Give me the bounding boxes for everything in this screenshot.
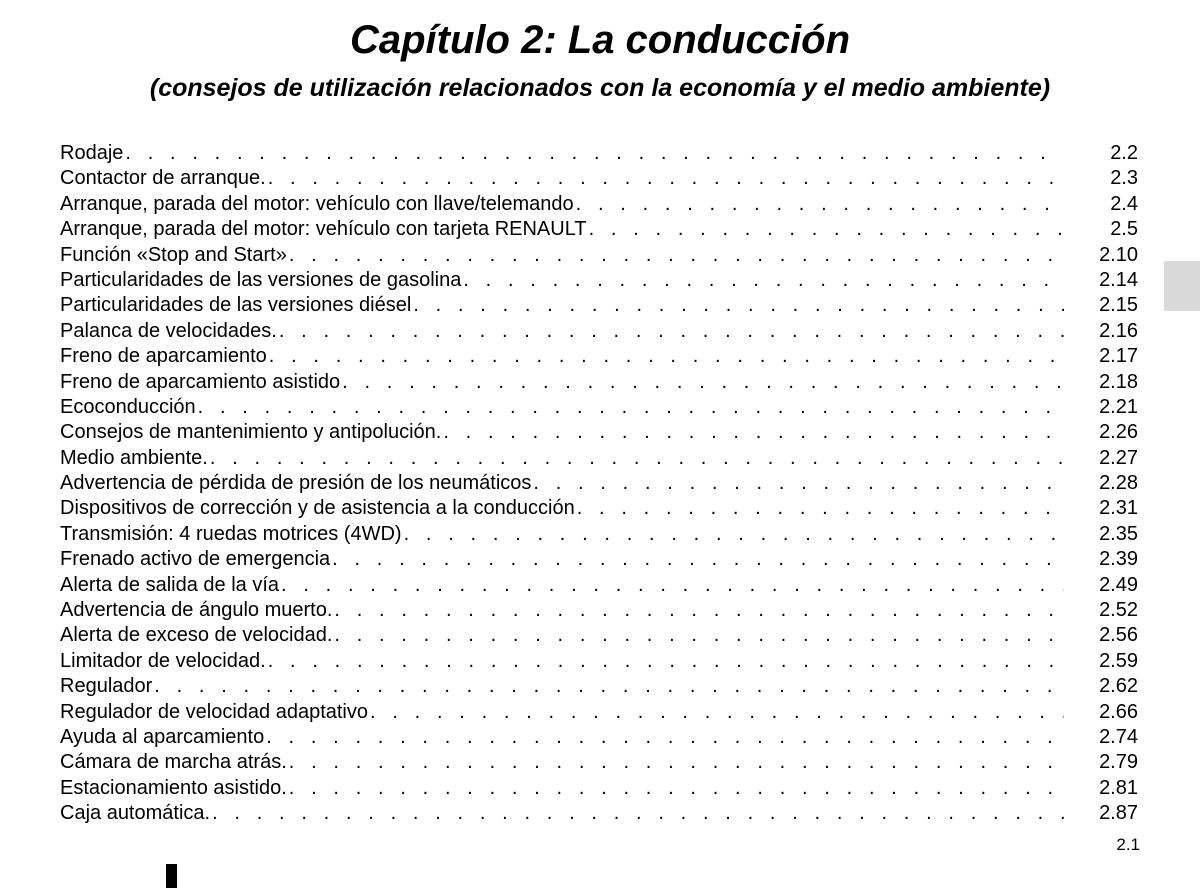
toc-entry-page: 2.15 — [1099, 294, 1138, 317]
toc-entry-page: 2.31 — [1099, 497, 1138, 520]
dot-leader — [210, 446, 1064, 471]
toc-entry-label: Advertencia de pérdida de presión de los neumáticos — [60, 472, 532, 495]
toc-entry-page: 2.62 — [1099, 675, 1138, 698]
toc-entry[interactable] — [60, 420, 1138, 445]
toc-entry[interactable] — [60, 649, 1138, 674]
toc-entry-label: Limitador de velocidad. — [60, 649, 266, 672]
toc-entry-page: 2.18 — [1099, 370, 1138, 393]
chapter-title: Capítulo 2: La conducción — [349, 18, 851, 62]
dot-leader — [154, 674, 1064, 699]
toc-entry-page: 2.27 — [1099, 446, 1138, 469]
toc-entry-page: 2.10 — [1099, 243, 1138, 266]
toc-entry-label: Rodaje — [60, 142, 124, 164]
chapter-thumb-tab — [1164, 261, 1200, 311]
chapter-subtitle: (consejos de utilización relacionados con la economía y el medio ambiente) — [149, 74, 1051, 102]
toc-entry[interactable] — [60, 166, 1138, 191]
toc-entry[interactable] — [60, 446, 1138, 471]
dot-leader — [289, 243, 1064, 268]
toc-entry-page: 2.87 — [1099, 802, 1138, 825]
toc-entry-page: 2.16 — [1099, 319, 1138, 342]
toc-entry-label: Arranque, parada del motor: vehículo con llave/telemando — [60, 192, 574, 215]
toc-entry-page: 2.14 — [1099, 268, 1138, 291]
toc-entry-page: 2.74 — [1099, 725, 1138, 748]
toc-entry-label: Caja automática. — [60, 802, 211, 825]
dot-leader — [334, 598, 1064, 623]
dot-leader — [370, 700, 1064, 725]
dot-leader — [334, 623, 1064, 648]
toc-entry[interactable] — [60, 700, 1138, 725]
toc-entry[interactable] — [60, 522, 1138, 547]
table-of-contents — [60, 141, 1138, 827]
toc-entry[interactable] — [60, 496, 1138, 521]
dot-leader — [269, 344, 1064, 369]
toc-entry[interactable] — [60, 217, 1138, 242]
dot-leader — [533, 471, 1064, 496]
toc-entry-label: Ayuda al aparcamiento — [60, 725, 265, 748]
dot-leader — [266, 725, 1064, 750]
toc-entry-label: Advertencia de ángulo muerto. — [60, 599, 333, 622]
toc-entry-label: Dispositivos de corrección y de asistencia a la conducción — [60, 497, 575, 520]
toc-entry[interactable] — [60, 623, 1138, 648]
toc-entry-label: Alerta de exceso de velocidad. — [60, 624, 333, 647]
dot-leader — [463, 268, 1064, 293]
dot-leader — [198, 395, 1064, 420]
dot-leader — [332, 547, 1064, 572]
toc-entry-page: 2.17 — [1099, 345, 1138, 368]
toc-entry-label: Medio ambiente. — [60, 446, 208, 469]
toc-entry-label: Particularidades de las versiones de gasolina — [60, 268, 462, 291]
dot-leader — [589, 217, 1064, 242]
toc-entry-label: Freno de aparcamiento asistido — [60, 370, 341, 393]
toc-entry-page: 2.4 — [1110, 192, 1138, 215]
toc-entry[interactable] — [60, 573, 1138, 598]
page-number: 2.1 — [1116, 835, 1140, 854]
toc-entry-page: 2.56 — [1099, 624, 1138, 647]
dot-leader — [289, 776, 1064, 801]
toc-entry[interactable] — [60, 370, 1138, 395]
toc-entry-page: 2.79 — [1099, 751, 1138, 774]
toc-entry-page: 2.59 — [1099, 649, 1138, 672]
dot-leader — [289, 750, 1064, 775]
toc-entry[interactable] — [60, 395, 1138, 420]
toc-entry-page: 2.49 — [1099, 573, 1138, 596]
toc-entry[interactable] — [60, 192, 1138, 217]
toc-entry-label: Arranque, parada del motor: vehículo con tarjeta RENAULT — [60, 218, 587, 241]
toc-entry[interactable] — [60, 268, 1138, 293]
toc-entry[interactable] — [60, 674, 1138, 699]
toc-entry[interactable] — [60, 141, 1138, 166]
dot-leader — [413, 293, 1064, 318]
toc-entry-label: Consejos de mantenimiento y antipolución. — [60, 421, 442, 444]
toc-entry[interactable] — [60, 471, 1138, 496]
dot-leader — [125, 141, 1064, 166]
page-edge-mark — [166, 864, 177, 888]
toc-entry[interactable] — [60, 319, 1138, 344]
toc-entry-page: 2.5 — [1110, 218, 1138, 241]
toc-entry-label: Regulador — [60, 675, 153, 698]
toc-entry-page: 2.66 — [1099, 700, 1138, 723]
toc-entry-label: Ecoconducción — [60, 395, 196, 418]
toc-entry[interactable] — [60, 725, 1138, 750]
toc-entry[interactable] — [60, 801, 1138, 826]
toc-entry[interactable] — [60, 598, 1138, 623]
toc-entry-page: 2.3 — [1110, 167, 1138, 190]
toc-entry[interactable] — [60, 547, 1138, 572]
toc-entry-label: Contactor de arranque. — [60, 167, 266, 190]
toc-entry-page: 2.52 — [1099, 599, 1138, 622]
toc-entry-label: Alerta de salida de la vía — [60, 573, 280, 596]
dot-leader — [577, 496, 1064, 521]
dot-leader — [281, 573, 1064, 598]
toc-entry[interactable] — [60, 293, 1138, 318]
toc-entry-label: Cámara de marcha atrás. — [60, 751, 287, 774]
dot-leader — [279, 319, 1064, 344]
dot-leader — [404, 522, 1064, 547]
toc-entry-label: Particularidades de las versiones diésel — [60, 294, 412, 317]
toc-entry[interactable] — [60, 776, 1138, 801]
dot-leader — [342, 370, 1064, 395]
toc-entry-page: 2.2 — [1110, 142, 1138, 164]
toc-entry-label: Función «Stop and Start» — [60, 243, 287, 266]
toc-entry-page: 2.28 — [1099, 472, 1138, 495]
toc-entry-label: Freno de aparcamiento — [60, 345, 267, 368]
dot-leader — [212, 801, 1064, 826]
toc-entry-label: Palanca de velocidades. — [60, 319, 277, 342]
dot-leader — [443, 420, 1064, 445]
toc-entry-page: 2.81 — [1099, 776, 1138, 799]
toc-entry-page: 2.35 — [1099, 522, 1138, 545]
toc-entry-label: Estacionamiento asistido. — [60, 776, 287, 799]
dot-leader — [268, 166, 1064, 191]
toc-entry[interactable] — [60, 344, 1138, 369]
toc-entry-page: 2.21 — [1099, 395, 1138, 418]
toc-entry-label: Regulador de velocidad adaptativo — [60, 700, 368, 723]
toc-entry-label: Frenado activo de emergencia — [60, 548, 331, 571]
toc-entry[interactable] — [60, 243, 1138, 268]
dot-leader — [576, 192, 1064, 217]
toc-entry[interactable] — [60, 750, 1138, 775]
dot-leader — [268, 649, 1064, 674]
toc-entry-page: 2.26 — [1099, 421, 1138, 444]
toc-entry-label: Transmisión: 4 ruedas motrices (4WD) — [60, 522, 402, 545]
toc-entry-page: 2.39 — [1099, 548, 1138, 571]
